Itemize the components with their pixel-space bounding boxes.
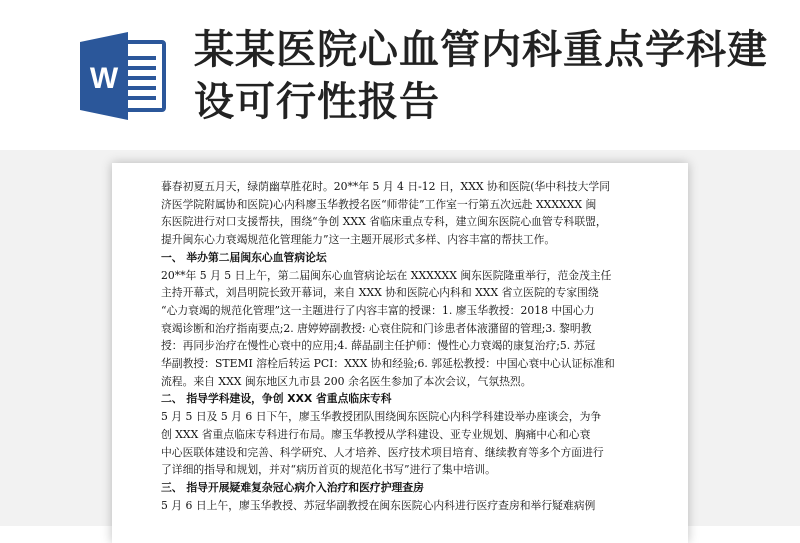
paragraph-line: 主持开幕式，刘昌明院长致开幕词，来自 XXX 协和医院心内科和 XXX 省立医院的专家围绕 bbox=[161, 286, 599, 300]
section-heading-2: 二、 指导学科建设，争创 XXX 省重点临床专科 bbox=[161, 392, 392, 406]
paragraph-line: 5 月 5 日及 5 月 6 日下午，廖玉华教授团队围绕闽东医院心内科学科建设举办座谈会，为争 bbox=[161, 410, 602, 424]
paragraph-line: 华副教授：STEMI 溶栓后转运 PCI：XXX 协和经验;6. 郭延松教授：中国心衰中心认证标准和 bbox=[161, 357, 615, 371]
section-heading-3: 三、 指导开展疑难复杂冠心病介入治疗和医疗护理查房 bbox=[161, 480, 424, 494]
word-icon-letter: W bbox=[89, 62, 119, 95]
paragraph-line: 20**年 5 月 5 日上午，第二届闽东心血管病论坛在 XXXXXX 闽东医院隆重举行，范金茂主任 bbox=[161, 268, 612, 282]
paragraph-line: 中心医联体建设和完善、科学研究、人才培养、医疗技术项目培育、继续教育等多个方面进行 bbox=[161, 445, 604, 459]
paragraph-line: 创 XXX 省重点临床专科进行布局。廖玉华教授从学科建设、亚专业规划、胸痛中心和心衰 bbox=[161, 427, 591, 441]
paragraph-line: 衰竭诊断和治疗指南要点;2. 唐婷婷副教授: 心衰住院和门诊患者体液潴留的管理;3. 黎明教 bbox=[161, 321, 592, 335]
word-icon bbox=[76, 28, 172, 124]
paragraph-line: 授：再同步治疗在慢性心衰中的应用;4. 薛晶副主任护师：慢性心力衰竭的康复治疗;5. 苏冠 bbox=[161, 339, 596, 353]
paragraph-line: 济医学院附属协和医院)心内科廖玉华教授名医“师带徒”工作室一行第五次远赴 XXXXXX 闽 bbox=[161, 197, 597, 211]
document-body bbox=[161, 178, 649, 514]
paragraph-line: 提升闽东心力衰竭规范化管理能力”这一主题开展形式多样、内容丰富的帮扶工作。 bbox=[161, 233, 556, 247]
paragraph-line: “心力衰竭的规范化管理”这一主题进行了内容丰富的授课：1. 廖玉华教授：2018 中国心力 bbox=[161, 303, 595, 317]
section-heading-1: 一、 举办第二届闽东心血管病论坛 bbox=[161, 250, 327, 264]
paragraph-line: 流程。来自 XXX 闽东地区九市县 200 余名医生参加了本次会议，气氛热烈。 bbox=[161, 374, 532, 388]
header bbox=[0, 0, 800, 150]
paragraph-line: 了详细的指导和规划，并对“病历首页的规范化书写”进行了集中培训。 bbox=[161, 463, 496, 477]
paragraph-line: 5 月 6 日上午，廖玉华教授、苏冠华副教授在闽东医院心内科进行医疗查房和举行疑难病例 bbox=[161, 498, 596, 512]
page-title bbox=[194, 24, 774, 128]
title-line-1: 某某医院心血管内科重点学科建 bbox=[194, 27, 768, 73]
title-line-2: 设可行性报告 bbox=[194, 79, 440, 125]
paragraph-line: 暮春初夏五月天，绿荫幽草胜花时。20**年 5 月 4 日-12 日，XXX 协和医院(华中科技大学同 bbox=[161, 180, 611, 193]
paragraph-line: 东医院进行对口支援帮扶，围绕“争创 XXX 省临床重点专科，建立闽东医院心血管专科联盟， bbox=[161, 215, 607, 229]
